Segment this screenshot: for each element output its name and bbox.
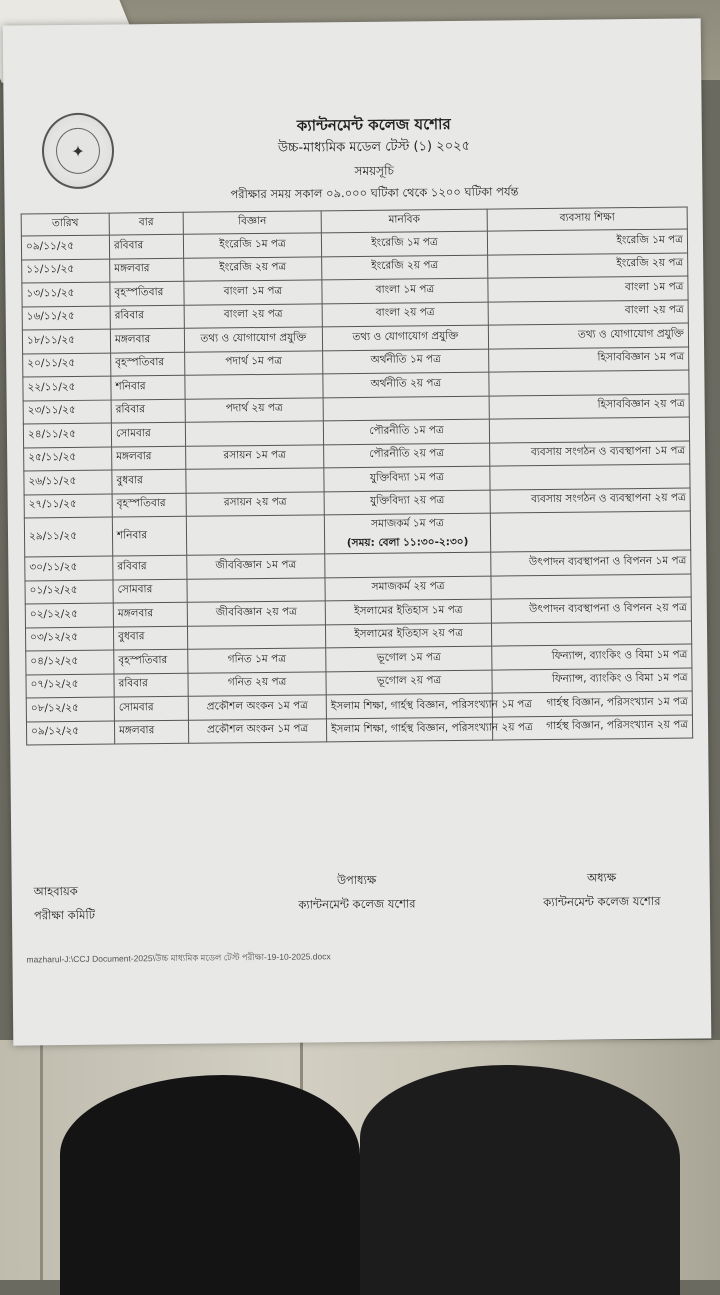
- convener-org: পরীক্ষা কমিটি: [33, 907, 96, 923]
- cell-day-text: বৃহস্পতিবার: [116, 497, 166, 510]
- cell-business: [491, 597, 691, 623]
- cell-humanities: [325, 623, 491, 648]
- cell-business: [488, 323, 688, 349]
- cell-business: [491, 550, 691, 576]
- cell-humanities-text: ইসলামের ইতিহাস ১ম পত্র: [354, 603, 463, 617]
- cell-science-text: বাংলা ১ম পত্র: [223, 284, 283, 298]
- cell-humanities: [321, 231, 487, 256]
- cell-science-text: তথ্য ও যোগাযোগ প্রযুক্তি: [200, 331, 307, 345]
- cell-business: [487, 229, 687, 255]
- cell-humanities: [322, 325, 488, 350]
- cell-date: [23, 400, 111, 424]
- header-business: ব্যবসায় শিক্ষা: [487, 207, 687, 231]
- cell-humanities: [323, 396, 489, 421]
- cell-day-text: বৃহস্পতিবার: [115, 356, 165, 369]
- header-humanities: মানবিক: [321, 209, 487, 233]
- cell-humanities: [326, 646, 492, 671]
- header-science: বিজ্ঞান: [183, 211, 321, 234]
- cell-day: [110, 328, 184, 352]
- cell-date-text: ০৮/১২/২৫: [30, 701, 79, 715]
- shoe-left: [60, 1075, 360, 1295]
- cell-business-text: বাংলা ২য় পত্র: [624, 303, 684, 317]
- cell-humanities-text: ইসলামের ইতিহাস ২য় পত্র: [354, 627, 464, 641]
- cell-science: [186, 515, 324, 555]
- cell-date: [24, 447, 112, 471]
- cell-date-text: ২০/১১/২৫: [27, 357, 76, 370]
- shoe-right: [360, 1065, 680, 1295]
- cell-humanities: [324, 513, 490, 554]
- cell-date-text: ৩০/১১/২৫: [29, 560, 78, 574]
- cell-science-text: প্রকৌশল অংকন ১ম পত্র: [206, 699, 308, 713]
- cell-day: [111, 352, 185, 376]
- cell-day-text: বুধবার: [118, 630, 145, 643]
- cell-business-text: তথ্য ও যোগাযোগ প্রযুক্তি: [577, 327, 685, 341]
- cell-humanities-text: অর্থনীতি ১ম পত্র: [370, 353, 441, 367]
- seal-emblem-icon: ✦: [56, 128, 100, 174]
- vice-principal-title: উপাধ্যক্ষ: [336, 872, 377, 888]
- cell-day: [113, 579, 187, 603]
- signature-convener: [34, 879, 96, 928]
- cell-date: [25, 627, 113, 651]
- cell-humanities: [324, 466, 490, 491]
- cell-date: [24, 494, 112, 518]
- exam-routine-table: [21, 207, 694, 746]
- signature-principal: [512, 865, 692, 915]
- cell-day-text: রবিবার: [113, 238, 144, 252]
- cell-humanities: [325, 599, 491, 624]
- college-name: ক্যান্টনমেন্ট কলেজ যশোর: [296, 114, 451, 135]
- cell-business-text: গার্হস্থ বিজ্ঞান, পরিসংখ্যান ২য় পত্র: [546, 718, 689, 733]
- cell-business: [492, 668, 692, 694]
- cell-science: [187, 624, 325, 649]
- cell-science: [188, 695, 326, 720]
- cell-date-text: ০৪/১২/২৫: [30, 654, 79, 668]
- cell-date-text: ২২/১১/২৫: [27, 380, 76, 394]
- cell-date: [26, 650, 114, 674]
- cell-science: [184, 303, 322, 328]
- cell-day: [114, 649, 188, 673]
- cell-date: [22, 306, 110, 330]
- cell-day: [114, 696, 188, 720]
- cell-humanities-text: ইসলাম শিক্ষা, গার্হস্থ বিজ্ঞান, পরিসংখ্যান ২য় পত্র: [331, 721, 533, 736]
- cell-science: [187, 601, 325, 626]
- cell-day: [110, 258, 184, 282]
- cell-science: [184, 256, 322, 281]
- cell-humanities: [323, 419, 489, 444]
- cell-humanities-text: পৌরনীতি ১ম পত্র: [369, 423, 444, 437]
- cell-business-text: বাংলা ১ম পত্র: [624, 280, 684, 293]
- cell-humanities: [326, 693, 533, 718]
- cell-date-text: ২৬/১১/২৫: [28, 474, 77, 488]
- cell-date-text: ১৬/১১/২৫: [26, 310, 75, 323]
- cell-science: [188, 648, 326, 673]
- cell-day: [112, 446, 186, 470]
- cell-science: [186, 468, 324, 493]
- cell-day-text: মঙ্গলবার: [114, 262, 150, 275]
- principal-title: অধ্যক্ষ: [587, 870, 617, 885]
- cell-science: [185, 350, 323, 375]
- cell-day-text: সোমবার: [117, 583, 153, 596]
- cell-date-text: ১৮/১১/২৫: [26, 333, 76, 347]
- cell-business: [489, 417, 689, 443]
- cell-day-text: শনিবার: [115, 379, 146, 393]
- cell-business-text: গার্হস্থ বিজ্ঞান, পরিসংখ্যান ১ম পত্র: [546, 695, 688, 709]
- cell-science-text: বাংলা ২য় পত্র: [223, 308, 283, 321]
- exam-time-note: (সময়: বেলা ১১:৩০-২:৩০): [346, 535, 469, 550]
- cell-business: [492, 644, 692, 670]
- schedule-label: সময়সূচি: [354, 163, 395, 179]
- header-date: তারিখ: [21, 213, 109, 236]
- cell-science-text: ইংরেজি ২য় পত্র: [219, 260, 287, 274]
- vice-principal-org: ক্যান্টনমেন্ট কলেজ যশোর: [298, 896, 416, 912]
- cell-business: [490, 511, 690, 552]
- cell-date-text: ০৯/১২/২৫: [31, 725, 80, 738]
- cell-day-text: বৃহস্পতিবার: [118, 653, 168, 667]
- cell-science-text: রসায়ন ২য় পত্র: [223, 495, 287, 509]
- cell-date: [22, 259, 110, 283]
- cell-day: [110, 281, 184, 305]
- cell-science: [188, 671, 326, 696]
- cell-day: [111, 375, 185, 399]
- cell-date: [21, 235, 109, 259]
- cell-humanities: [326, 670, 492, 695]
- cell-science: [187, 577, 325, 602]
- cell-humanities: [324, 490, 490, 515]
- cell-humanities-text: বাংলা ১ম পত্র: [375, 282, 435, 296]
- cell-humanities: [325, 576, 491, 601]
- college-seal-logo: [42, 113, 115, 190]
- cell-day-text: সোমবার: [118, 700, 154, 714]
- cell-science-text: ইংরেজি ১ম পত্র: [219, 237, 286, 251]
- cell-business-text: হিসাববিজ্ঞান ২য় পত্র: [597, 397, 685, 411]
- cell-humanities: [322, 255, 488, 280]
- cell-business: [489, 394, 689, 420]
- cell-day: [110, 305, 184, 329]
- cell-science: [183, 233, 321, 258]
- cell-science-text: জীববিজ্ঞান ১ম পত্র: [215, 558, 297, 572]
- cell-date: [26, 721, 114, 745]
- cell-business-text: ফিন্যান্স, ব্যাংকিং ও বিমা ১ম পত্র: [551, 648, 688, 662]
- document-file-path: mazharul-J:\CCJ Document-2025\উচ্চ মাধ্যমিক মডেল টেস্ট পরীক্ষা-19-10-2025.docx: [26, 951, 331, 965]
- cell-day: [113, 555, 187, 579]
- cell-date-text: ০১/১২/২৫: [29, 584, 78, 597]
- cell-date: [22, 282, 110, 306]
- cell-date-text: ২৫/১১/২৫: [28, 451, 77, 464]
- cell-day-text: মঙ্গলবার: [114, 332, 151, 346]
- cell-day-text: সোমবার: [115, 426, 151, 440]
- cell-science: [187, 554, 325, 579]
- cell-business-text: ইংরেজি ২য় পত্র: [616, 256, 684, 270]
- cell-business: [491, 574, 691, 600]
- cell-humanities-text: যুক্তিবিদ্যা ২য় পত্র: [369, 494, 445, 508]
- exam-time: পরীক্ষার সময় সকাল ০৯.০০০ ঘটিকা থেকে ১২০০ ঘটিকা পর্যন্ত: [230, 184, 519, 202]
- cell-science-text: পদার্থ ১ম পত্র: [225, 355, 283, 368]
- cell-date-text: ১১/১১/২৫: [26, 263, 75, 276]
- cell-business: [490, 488, 690, 514]
- cell-date: [23, 353, 111, 377]
- cell-humanities-text: অর্থনীতি ২য় পত্র: [370, 376, 442, 390]
- cell-date-text: ২৪/১১/২৫: [27, 427, 77, 441]
- cell-day-text: রবিবার: [115, 403, 146, 416]
- cell-day: [109, 234, 183, 258]
- cell-date: [25, 603, 113, 627]
- exam-title: উচ্চ-মাধ্যমিক মডেল টেস্ট (১) ২০২৫: [277, 138, 471, 156]
- signature-vice-principal: [262, 867, 452, 917]
- cell-business-text: হিসাববিজ্ঞান ১ম পত্র: [597, 350, 685, 364]
- cell-humanities-text: সমাজকর্ম ১ম পত্র: [371, 517, 444, 530]
- convener-title: আহবায়ক: [33, 883, 78, 899]
- cell-science: [185, 397, 323, 422]
- cell-day: [112, 493, 186, 517]
- cell-day: [112, 469, 186, 493]
- cell-humanities-text: তথ্য ও যোগাযোগ প্রযুক্তি: [352, 329, 459, 343]
- cell-day-text: মঙ্গলবার: [119, 724, 155, 737]
- cell-business: [490, 464, 690, 490]
- cell-date: [26, 697, 114, 721]
- cell-date: [24, 517, 112, 557]
- cell-humanities-text: বাংলা ২য় পত্র: [375, 306, 435, 320]
- cell-business: [490, 441, 690, 467]
- cell-business: [489, 370, 689, 396]
- header-day: বার: [109, 212, 183, 235]
- cell-humanities: [323, 372, 489, 397]
- cell-science: [188, 718, 326, 743]
- cell-science-text: গনিত ২য় পত্র: [227, 675, 287, 689]
- cell-science: [186, 491, 324, 516]
- cell-humanities-text: ভূগোল ১ম পত্র: [376, 650, 441, 664]
- cell-humanities-text: পৌরনীতি ২য় পত্র: [369, 447, 445, 461]
- cell-business: [488, 300, 688, 326]
- principal-org: ক্যান্টনমেন্ট কলেজ যশোর: [543, 893, 661, 910]
- cell-date-text: ২৭/১১/২৫: [28, 498, 77, 511]
- cell-day-text: রবিবার: [118, 677, 148, 690]
- cell-business-text: ব্যবসায় সংগঠন ও ব্যবস্থাপনা ২য় পত্র: [531, 491, 686, 506]
- cell-science-text: পদার্থ ২য় পত্র: [225, 402, 283, 415]
- cell-humanities-text: ইংরেজি ২য় পত্র: [371, 259, 439, 273]
- cell-day: [114, 673, 188, 697]
- cell-date: [22, 329, 110, 353]
- cell-day: [111, 399, 185, 423]
- cell-humanities: [322, 302, 488, 327]
- cell-date: [25, 556, 113, 580]
- cell-humanities-text: ইসলাম শিক্ষা, গার্হস্থ বিজ্ঞান, পরিসংখ্যান ১ম পত্র: [330, 697, 533, 713]
- cell-humanities: [324, 443, 490, 468]
- cell-science: [185, 374, 323, 399]
- cell-business: [491, 621, 691, 647]
- cell-date-text: ০৭/১২/২৫: [30, 678, 79, 691]
- cell-science: [186, 444, 324, 469]
- cell-day: [113, 626, 187, 650]
- cell-business: [489, 347, 689, 373]
- cell-business-text: ফিন্যান্স, ব্যাংকিং ও বিমা ১ম পত্র: [551, 671, 688, 686]
- cell-day-text: রবিবার: [117, 559, 147, 573]
- cell-date: [26, 674, 114, 698]
- floor-tile-line: [40, 1040, 43, 1280]
- cell-humanities: [323, 349, 489, 374]
- cell-day-text: রবিবার: [114, 309, 145, 322]
- cell-humanities: [325, 552, 491, 577]
- cell-business: [488, 276, 688, 302]
- cell-day-text: বুধবার: [116, 473, 143, 487]
- cell-day-text: মঙ্গলবার: [117, 606, 154, 620]
- cell-science: [184, 327, 322, 352]
- cell-day-text: শনিবার: [116, 528, 148, 542]
- cell-science-text: প্রকৌশল অংকন ১ম পত্র: [206, 722, 309, 736]
- cell-day-text: বৃহস্পতিবার: [114, 285, 164, 299]
- cell-humanities-text: ইংরেজি ১ম পত্র: [371, 235, 438, 249]
- cell-science: [185, 421, 323, 446]
- cell-business-text: ইংরেজি ১ম পত্র: [616, 233, 684, 247]
- cell-business: [488, 253, 688, 279]
- cell-day-text: মঙ্গলবার: [116, 450, 152, 463]
- cell-science-text: জীববিজ্ঞান ২য় পত্র: [215, 605, 297, 619]
- cell-science: [184, 280, 322, 305]
- cell-business-text: উৎপাদন ব্যবস্থাপনা ও বিপনন ১ম পত্র: [528, 554, 687, 568]
- cell-date-text: ০২/১২/২৫: [29, 607, 78, 621]
- cell-business-text: উৎপাদন ব্যবস্থাপনা ও বিপনন ২য় পত্র: [529, 601, 687, 615]
- cell-date-text: ০৯/১১/২৫: [25, 239, 75, 253]
- cell-day: [114, 720, 188, 744]
- routine-sheet: [3, 18, 712, 1045]
- cell-humanities: [326, 717, 533, 742]
- cell-day: [112, 516, 186, 556]
- cell-date-text: ০৩/১২/২৫: [30, 631, 79, 644]
- cell-date: [24, 470, 112, 494]
- cell-day: [111, 422, 185, 446]
- cell-date: [25, 580, 113, 604]
- cell-date: [23, 376, 111, 400]
- cell-humanities: [322, 278, 488, 303]
- cell-humanities-text: ভূগোল ২য় পত্র: [376, 674, 442, 688]
- cell-business-text: ব্যবসায় সংগঠন ও ব্যবস্থাপনা ১ম পত্র: [530, 444, 686, 459]
- cell-day: [113, 602, 187, 626]
- cell-science-text: রসায়ন ১ম পত্র: [223, 448, 286, 462]
- sheet-header: [124, 111, 625, 206]
- cell-date-text: ১৩/১১/২৫: [26, 286, 75, 300]
- cell-date: [23, 423, 111, 447]
- cell-date-text: ২৯/১১/২৫: [28, 529, 78, 542]
- cell-science-text: গনিত ১ম পত্র: [227, 652, 286, 666]
- cell-humanities-text: সমাজকর্ম ২য় পত্র: [371, 580, 445, 594]
- cell-humanities-text: যুক্তিবিদ্যা ১ম পত্র: [369, 470, 444, 484]
- cell-date-text: ২৩/১১/২৫: [27, 404, 76, 417]
